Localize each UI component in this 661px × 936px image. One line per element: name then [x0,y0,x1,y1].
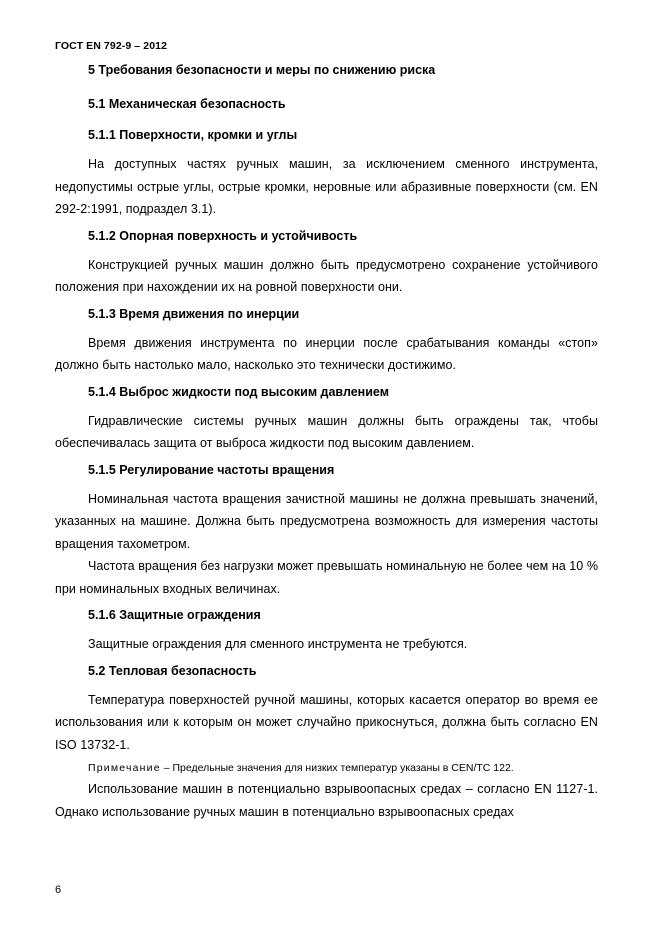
section-5-1-2-paragraph: Конструкцией ручных машин должно быть предусмотрено сохранение устойчивого положения при нахождении их на ровной поверхности они. [55,257,598,294]
note-text: – Предельные значения для низких температур указаны в CEN/TC 122. [160,762,514,774]
section-5-1-4-paragraph: Гидравлические системы ручных машин должны быть ограждены так, чтобы обеспечивалась защита от выброса жидкости под высоким давлением. [55,413,598,450]
section-5-1-3-paragraph: Время движения инструмента по инерции после срабатывания команды «стоп» должно быть настолько мало, насколько это технически достижимо. [55,335,598,372]
section-5-2-note [55,758,598,778]
section-5-2-paragraph-1: Температура поверхностей ручной машины, которых касается оператор во время ее использования или к которым он может случайно прикоснуться, должна быть согласно EN ISO 13732-1. [55,692,598,752]
document-body [55,58,598,823]
section-5-1-5-paragraph-2: Частота вращения без нагрузки может превышать номинальную не более чем на 10 % при номинальных входных величинах. [55,559,598,596]
note-label: Примечание [88,762,161,774]
section-5-1-5-heading: 5.1.5 Регулирование частоты вращения [88,462,335,477]
section-5-heading: 5 Требования безопасности и меры по снижению риска [88,63,436,77]
section-5-1-4-heading: 5.1.4 Выброс жидкости под высоким давлением [88,384,389,399]
section-5-2-heading: 5.2 Тепловая безопасность [88,663,257,678]
section-5-1-6-heading: 5.1.6 Защитные ограждения [88,608,261,622]
section-5-2-paragraph-2: Использование машин в потенциально взрывоопасных средах – согласно EN 1127-1. Однако использование ручных машин в потенциально взрывоопасных средах [55,782,598,819]
section-5-1-heading: 5.1 Механическая безопасность [88,97,286,111]
section-5-1-2-heading: 5.1.2 Опорная поверхность и устойчивость [88,228,358,243]
section-5-1-1-paragraph: На доступных частях ручных машин, за исключением сменного инструмента, недопустимы острые углы, острые кромки, неровные или абразивные поверхности (см. EN 292-2:1991, подраздел 3.1). [55,157,598,216]
section-5-1-6-paragraph: Защитные ограждения для сменного инструмента не требуются. [88,637,468,651]
page-number: 6 [55,884,62,896]
section-5-1-3-heading: 5.1.3 Время движения по инерции [88,306,300,321]
section-5-1-1-heading: 5.1.1 Поверхности, кромки и углы [88,128,298,142]
section-5-1-5-paragraph-1: Номинальная частота вращения зачистной машины не должна превышать значений, указанных на машине. Должна быть предусмотрена возможность для измерения частоты вращения тахометром. [55,491,598,551]
document-header: ГОСТ EN 792-9 – 2012 [55,40,168,52]
